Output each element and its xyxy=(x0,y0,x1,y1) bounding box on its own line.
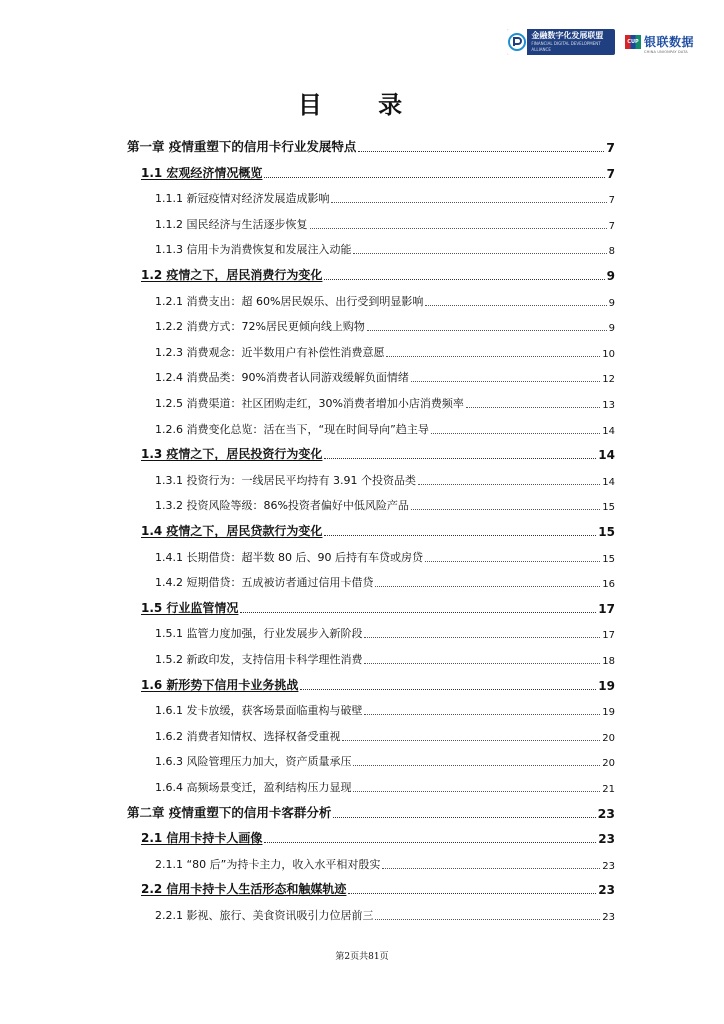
toc-entry-page: 9 xyxy=(608,297,615,309)
toc-entry-page: 15 xyxy=(602,553,615,565)
toc-entry[interactable] xyxy=(141,161,615,181)
toc-entry[interactable] xyxy=(155,698,615,718)
toc-entry[interactable] xyxy=(141,826,615,846)
toc-entry-label: 1.3.1 投资行为：一线居民平均持有 3.91 个投资品类 xyxy=(155,473,416,487)
dot-leader xyxy=(466,406,600,408)
dot-leader xyxy=(264,841,596,843)
dot-leader xyxy=(431,432,600,434)
toc-entry-label: 1.1.3 信用卡为消费恢复和发展注入动能 xyxy=(155,243,352,257)
toc-entry-label: 2.2.1 影视、旅行、美食资讯吸引力位居前三 xyxy=(155,909,374,922)
dot-leader xyxy=(324,457,596,459)
toc-entry[interactable] xyxy=(155,724,615,744)
toc-entry-label: 1.6.3 风险管理压力加大，资产质量承压 xyxy=(155,755,352,769)
toc-entry-page: 7 xyxy=(606,166,615,181)
toc-entry[interactable] xyxy=(155,493,615,513)
toc-entry-page: 23 xyxy=(602,912,615,923)
dot-leader xyxy=(364,636,600,638)
toc-entry-label: 1.2.5 消费渠道：社区团购走红，30%消费者增加小店消费频率 xyxy=(155,397,464,410)
dot-leader xyxy=(386,355,600,357)
toc-entry-page: 15 xyxy=(598,525,615,539)
dot-leader xyxy=(300,688,596,690)
toc-entry-label: 1.6.2 消费者知情权、选择权备受重视 xyxy=(155,729,341,743)
toc-entry[interactable] xyxy=(155,545,615,565)
toc-entry-page: 7 xyxy=(608,220,615,232)
toc-entry[interactable] xyxy=(155,775,615,795)
toc-entry[interactable] xyxy=(155,621,615,641)
toc-entry[interactable] xyxy=(141,442,615,462)
toc-entry[interactable] xyxy=(155,314,615,334)
dot-leader xyxy=(331,201,606,203)
toc-entry[interactable] xyxy=(155,903,615,923)
toc-entry[interactable] xyxy=(141,519,615,539)
toc-entry-page: 14 xyxy=(598,448,615,463)
toc-entry-label: 2.1.1 “80 后”为持卡主力，收入水平相对殷实 xyxy=(155,857,381,871)
toc-entry-label: 2.2 信用卡持卡人生活形态和触媒轨迹 xyxy=(141,882,347,897)
toc-entry-label: 1.6 新形势下信用卡业务挑战 xyxy=(141,677,299,692)
toc-entry[interactable] xyxy=(155,749,615,769)
toc-entry-label: 1.5.2 新政印发，支持信用卡科学理性消费 xyxy=(155,653,363,666)
toc-entry-page: 9 xyxy=(608,323,615,335)
toc-entry-page: 7 xyxy=(608,195,615,207)
dot-leader xyxy=(348,892,596,894)
cup-logo-text: 银联数据 xyxy=(643,34,694,49)
toc-entry-label: 1.2.1 消费支出：超 60%居民娱乐、出行受到明显影响 xyxy=(155,294,424,308)
toc-entry[interactable] xyxy=(155,417,615,437)
dot-leader xyxy=(342,739,600,741)
toc-entry-page: 16 xyxy=(602,579,615,591)
page-title: 目 录 xyxy=(297,91,427,119)
toc-entry[interactable] xyxy=(155,340,615,360)
toc-entry-label: 1.2.4 消费品类：90%消费者认同游戏缓解负面情绪 xyxy=(155,371,409,385)
toc-entry-label: 1.6.4 高频场景变迁，盈利结构压力显现 xyxy=(155,781,352,794)
fdi-alliance-logo: 金融数字化发展联盟 FINANCIAL DIGITAL DEVELOPMENT ALLIANCE xyxy=(507,29,615,55)
cup-data-logo: CUP 银联数据 CHINA UNIONPAY DATA xyxy=(625,31,694,54)
toc-entry-page: 14 xyxy=(602,425,615,437)
dot-leader xyxy=(333,816,595,818)
toc-entry-page: 13 xyxy=(602,400,615,411)
dot-leader xyxy=(240,611,596,613)
toc-entry-label: 1.1.1 新冠疫情对经济发展造成影响 xyxy=(155,192,330,206)
toc-entry-page: 15 xyxy=(602,502,615,514)
toc-entry-label: 1.3 疫情之下，居民投资行为变化 xyxy=(141,447,323,462)
toc-entry[interactable] xyxy=(155,852,615,872)
toc-entry-label: 1.1.2 国民经济与生活逐步恢复 xyxy=(155,217,308,231)
toc-entry-page: 23 xyxy=(598,883,615,898)
toc-entry-page: 23 xyxy=(597,805,615,821)
toc-entry-label: 1.2.6 消费变化总览：活在当下，“现在时间导向”趋主导 xyxy=(155,422,429,436)
toc-entry-label: 1.1 宏观经济情况概览 xyxy=(141,165,263,180)
dot-leader xyxy=(375,585,600,587)
dot-leader xyxy=(425,560,600,562)
toc-entry-label: 1.5.1 监管力度加强，行业发展步入新阶段 xyxy=(155,627,363,641)
toc-entry-label: 1.6.1 发卡放缓，获客场景面临重构与破壁 xyxy=(155,704,363,718)
dot-leader xyxy=(310,227,607,229)
toc-entry-page: 14 xyxy=(602,476,615,488)
header-logos xyxy=(507,29,694,55)
alliance-emblem-icon xyxy=(507,29,527,55)
toc-entry-label: 1.5 行业监管情况 xyxy=(141,600,239,615)
dot-leader xyxy=(353,252,606,254)
toc-entry[interactable] xyxy=(127,135,615,155)
toc-entry[interactable] xyxy=(155,647,615,667)
toc-entry-page: 9 xyxy=(606,269,615,283)
toc-entry[interactable] xyxy=(155,237,615,257)
toc-entry-page: 17 xyxy=(602,630,615,642)
toc-entry-page: 17 xyxy=(598,601,615,616)
toc-entry-label: 1.4 疫情之下，居民贷款行为变化 xyxy=(141,524,323,538)
dot-leader xyxy=(364,662,600,664)
toc-entry-page: 10 xyxy=(602,348,615,360)
dot-leader xyxy=(353,790,600,792)
cup-badge-icon: CUP xyxy=(625,35,641,49)
dot-leader xyxy=(411,508,600,510)
toc-entry-label: 1.3.2 投资风险等级：86%投资者偏好中低风险产品 xyxy=(155,499,409,513)
toc-entry[interactable] xyxy=(155,570,615,590)
toc-entry-label: 1.4.2 短期借贷：五成被访者通过信用卡借贷 xyxy=(155,576,374,590)
toc-entry[interactable] xyxy=(141,263,615,283)
toc-entry[interactable] xyxy=(127,801,615,821)
toc-entry[interactable] xyxy=(141,673,615,693)
dot-leader xyxy=(364,713,600,715)
dot-leader xyxy=(353,764,600,766)
toc-entry-page: 19 xyxy=(602,707,615,719)
toc-entry[interactable] xyxy=(155,186,615,206)
dot-leader xyxy=(358,150,604,152)
toc-entry-label: 1.2.2 消费方式：72%居民更倾向线上购物 xyxy=(155,320,365,334)
dot-leader xyxy=(425,304,606,306)
dot-leader xyxy=(324,278,604,280)
dot-leader xyxy=(411,380,600,382)
toc-entry-page: 23 xyxy=(598,832,615,847)
toc-entry[interactable] xyxy=(155,365,615,385)
fdi-logo-text: 金融数字化发展联盟 xyxy=(531,31,604,40)
toc-entry-label: 2.1 信用卡持卡人画像 xyxy=(141,831,263,846)
dot-leader xyxy=(382,867,600,869)
toc-entry[interactable] xyxy=(155,212,615,232)
toc-entry-page: 20 xyxy=(602,758,615,770)
toc-entry[interactable] xyxy=(141,877,615,897)
toc-entry-label: 第二章 疫情重塑下的信用卡客群分析 xyxy=(127,804,332,820)
toc-entry-page: 23 xyxy=(602,860,615,872)
toc-entry-page: 19 xyxy=(598,678,615,693)
dot-leader xyxy=(264,176,604,178)
toc-entry-page: 7 xyxy=(606,140,615,155)
toc-entry[interactable] xyxy=(141,596,615,616)
toc-entry-page: 18 xyxy=(602,656,615,667)
toc-entry-page: 20 xyxy=(602,732,615,744)
toc-entry-label: 1.4.1 长期借贷：超半数 80 后、90 后持有车贷或房贷 xyxy=(155,550,423,564)
toc-entry-page: 21 xyxy=(602,784,615,795)
dot-leader xyxy=(367,329,607,331)
toc-entry-label: 第一章 疫情重塑下的信用卡行业发展特点 xyxy=(127,139,357,154)
toc-entry[interactable] xyxy=(155,468,615,488)
toc-entry[interactable] xyxy=(155,391,615,411)
dot-leader xyxy=(375,918,600,920)
toc-entry[interactable] xyxy=(155,289,615,309)
toc-entry-label: 1.2.3 消费观念：近半数用户有补偿性消费意愿 xyxy=(155,345,385,359)
toc-entry-page: 12 xyxy=(602,374,615,386)
page-footer: 第2页共81页 xyxy=(335,952,389,962)
dot-leader xyxy=(324,534,596,536)
toc-entry-page: 8 xyxy=(608,246,615,258)
dot-leader xyxy=(418,483,600,485)
toc-entry-label: 1.2 疫情之下，居民消费行为变化 xyxy=(141,268,323,282)
